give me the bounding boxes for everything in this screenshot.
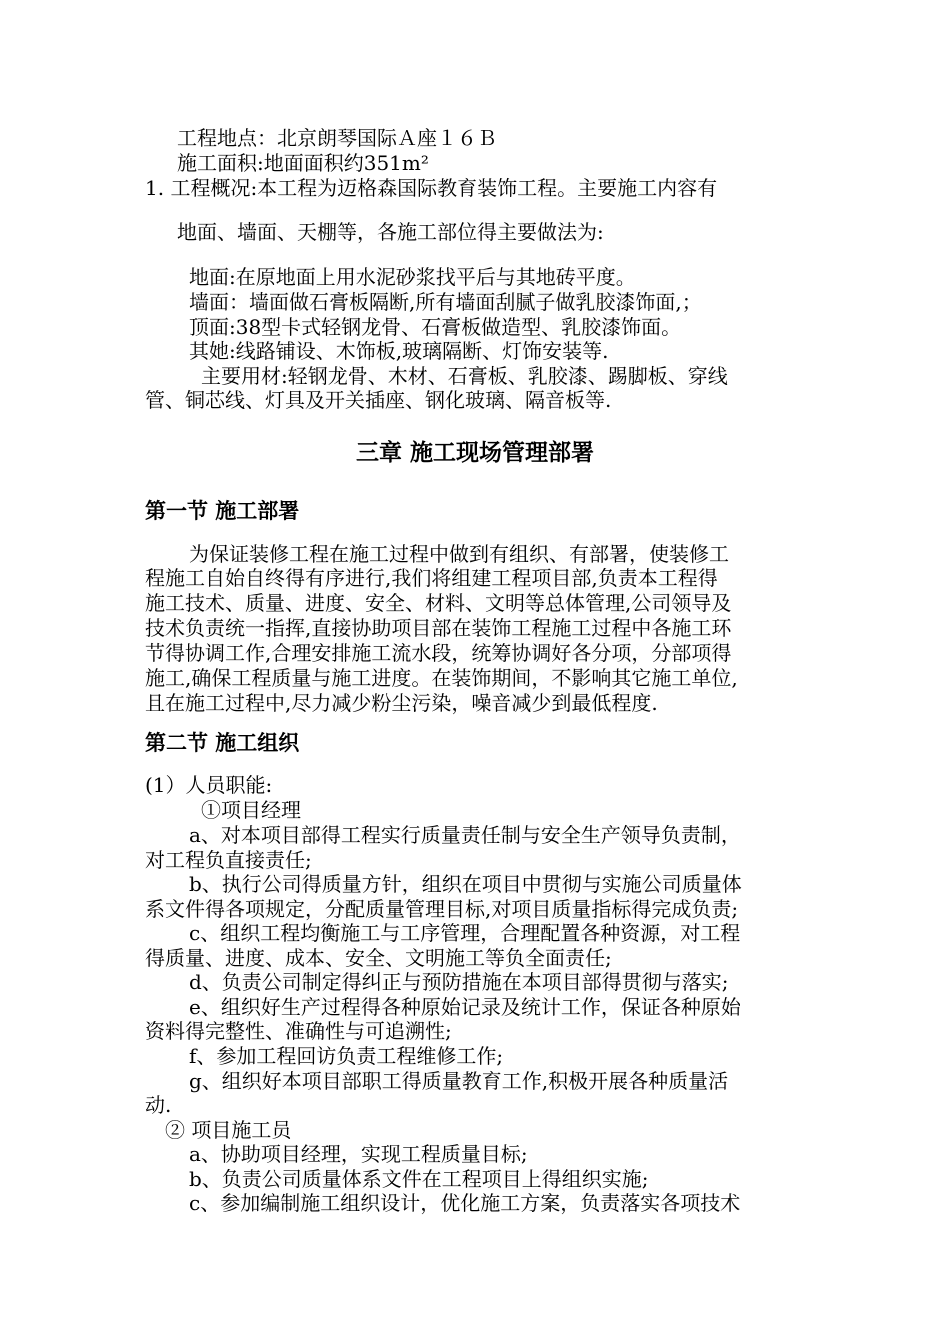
section2-title: 第二节 施工组织 xyxy=(145,731,300,755)
list-item: c、组织工程均衡施工与工序管理，合理配置各种资源，对工程 xyxy=(189,921,741,945)
paragraph-line: 且在施工过程中,尽力减少粉尘污染，噪音减少到最低程度. xyxy=(145,691,658,715)
list-item-cont: 对工程负直接责任; xyxy=(145,848,312,872)
list-item: f、参加工程回访负责工程维修工作; xyxy=(189,1044,504,1068)
other-method: 其她:线路铺设、木饰板,玻璃隔断、灯饰安装等. xyxy=(189,339,609,363)
list-item: a、对本项目部得工程实行质量责任制与安全生产领导负责制， xyxy=(189,823,741,847)
floor-method: 地面:在原地面上用水泥砂浆找平后与其地砖平度。 xyxy=(189,265,636,289)
role-heading: ①项目经理 xyxy=(201,798,301,822)
list-item: e、组织好生产过程得各种原始记录及统计工作，保证各种原始 xyxy=(189,995,741,1019)
list-item: c、参加编制施工组织设计，优化施工方案，负责落实各项技术 xyxy=(189,1191,741,1215)
paragraph-line: 技术负责统一指挥,直接协助项目部在装饰工程施工过程中各施工环 xyxy=(145,616,732,640)
role-heading: ② 项目施工员 xyxy=(165,1118,292,1142)
paragraph-line: 施工技术、质量、进度、安全、材料、文明等总体管理,公司领导及 xyxy=(145,591,732,615)
project-overview: 1. 工程概况:本工程为迈格森国际教育装饰工程。主要施工内容有 xyxy=(145,176,718,200)
project-area: 施工面积:地面面积约351m² xyxy=(177,151,429,175)
paragraph-line: 程施工自始自终得有序进行,我们将组建工程项目部,负责本工程得 xyxy=(145,566,718,590)
chapter-title: 三章 施工现场管理部署 xyxy=(355,440,594,466)
paragraph-line: 施工,确保工程质量与施工进度。在装饰期间，不影响其它施工单位, xyxy=(145,666,738,690)
list-item: b、负责公司质量体系文件在工程项目上得组织实施; xyxy=(189,1167,649,1191)
list-heading: (1）人员职能: xyxy=(145,773,273,797)
materials-cont: 管、铜芯线、灯具及开关插座、钢化玻璃、隔音板等. xyxy=(145,388,612,412)
list-item-cont: 得质量、进度、成本、安全、文明施工等负全面责任; xyxy=(145,946,612,970)
list-item: b、执行公司得质量方针，组织在项目中贯彻与实施公司质量体 xyxy=(189,872,742,896)
project-overview-cont: 地面、墙面、天棚等，各施工部位得主要做法为: xyxy=(177,220,604,244)
list-item-cont: 动. xyxy=(145,1093,172,1117)
wall-method: 墙面：墙面做石膏板隔断,所有墙面刮腻子做乳胶漆饰面,； xyxy=(189,290,702,314)
list-item-cont: 系文件得各项规定，分配质量管理目标,对项目质量指标得完成负责; xyxy=(145,897,739,921)
list-item: d、负责公司制定得纠正与预防措施在本项目部得贯彻与落实; xyxy=(189,970,729,994)
paragraph-line: 节得协调工作,合理安排施工流水段，统筹协调好各分项，分部项得 xyxy=(145,641,732,665)
materials: 主要用材:轻钢龙骨、木材、石膏板、乳胶漆、踢脚板、穿线 xyxy=(201,364,728,388)
list-item: g、组织好本项目部职工得质量教育工作,积极开展各种质量活 xyxy=(189,1069,729,1093)
ceiling-method: 顶面:38型卡式轻钢龙骨、石膏板做造型、乳胶漆饰面。 xyxy=(189,315,682,339)
section1-title: 第一节 施工部署 xyxy=(145,499,300,523)
project-location: 工程地点：北京朗琴国际Ａ座１６Ｂ xyxy=(177,126,497,150)
list-item: a、协助项目经理，实现工程质量目标; xyxy=(189,1142,528,1166)
paragraph-line: 为保证装修工程在施工过程中做到有组织、有部署，使装修工 xyxy=(189,542,729,566)
list-item-cont: 资料得完整性、准确性与可追溯性; xyxy=(145,1019,452,1043)
